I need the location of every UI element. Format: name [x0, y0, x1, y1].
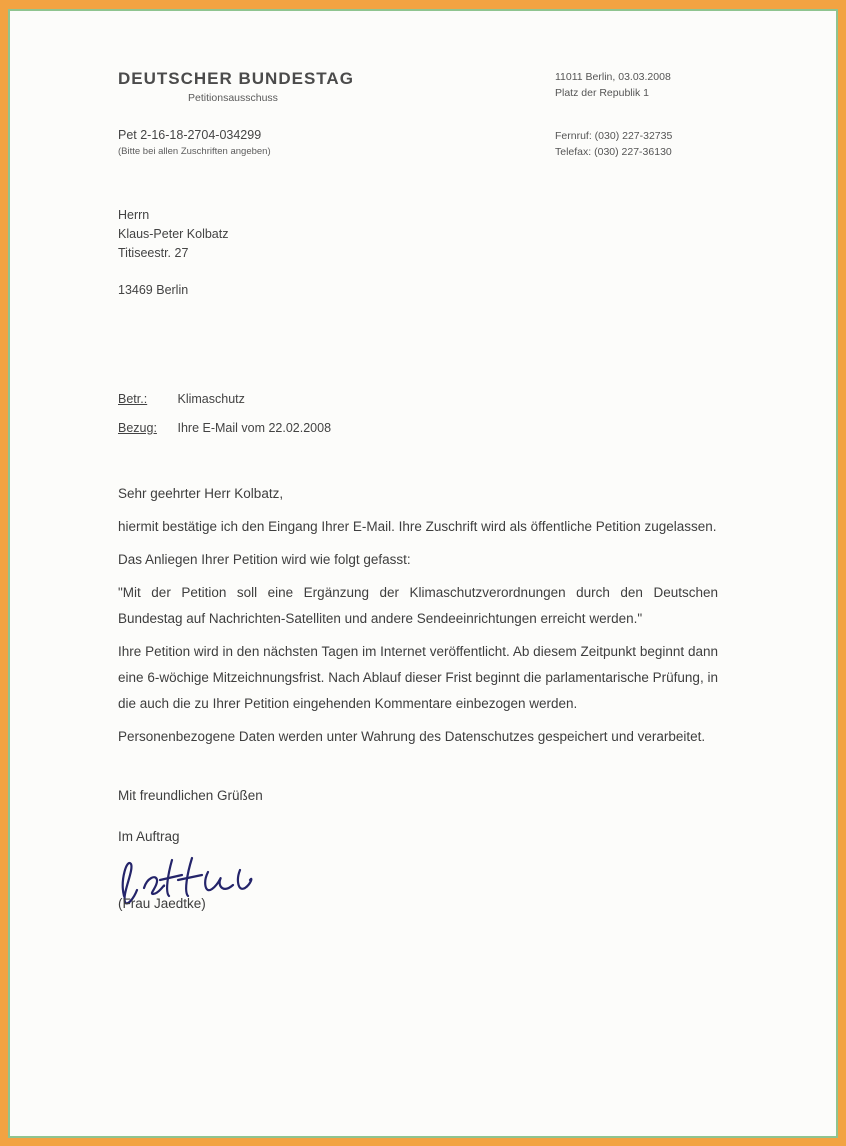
signature-area — [118, 850, 718, 922]
closing-im-auftrag: Im Auftrag — [118, 829, 180, 844]
body-paragraph: Ihre Petition wird in den nächsten Tagen im Internet veröffentlicht. Ab diesem Zeitpunkt beginnt dann eine 6-wöchige Mitzeichnungsfrist. Nach Ablauf dieser Frist beginnt die parlamentarische Prüfung, in die auch die zu Ihrer Petition eingehenden Kommentare einbezogen werden. — [118, 644, 718, 711]
betr-value: Klimaschutz — [177, 392, 245, 406]
letter-body — [118, 481, 718, 750]
subject-betr-row — [118, 392, 718, 406]
recipient-address — [118, 206, 718, 300]
signer-name: (Frau Jaedtke) — [118, 896, 206, 911]
address-gap — [118, 263, 718, 281]
recipient-street: Titiseestr. 27 — [118, 246, 189, 260]
sender-name: DEUTSCHER BUNDESTAG — [118, 69, 354, 88]
body-paragraph: Das Anliegen Ihrer Petition wird wie folgt gefasst: — [118, 552, 411, 567]
sender-fax: Telefax: (030) 227-36130 — [555, 146, 672, 158]
sender-city-date: 11011 Berlin, 03.03.2008 — [555, 71, 671, 83]
closing-block — [118, 788, 718, 922]
recipient-name: Klaus-Peter Kolbatz — [118, 227, 229, 241]
sender-department: Petitionsausschuss — [188, 92, 278, 104]
subject-block — [118, 392, 718, 435]
bezug-value: Ihre E-Mail vom 22.02.2008 — [177, 421, 332, 435]
body-paragraph: "Mit der Petition soll eine Ergänzung der Klimaschutzverordnungen durch den Deutschen Bundestag auf Nachrichten-Satelliten und andere Sendeeinrichtungen erreicht werden." — [118, 585, 718, 626]
sender-phone: Fernruf: (030) 227-32735 — [555, 130, 673, 142]
reference-row — [118, 128, 718, 160]
contact-block — [555, 128, 718, 160]
letter-page — [8, 9, 838, 1138]
betr-label: Betr.: — [118, 392, 148, 406]
sender-block — [118, 69, 354, 104]
sender-street: Platz der Republik 1 — [555, 87, 649, 99]
letter-content — [118, 69, 718, 922]
reference-block — [118, 128, 271, 157]
letterhead — [118, 69, 718, 104]
body-paragraph: hiermit bestätige ich den Eingang Ihrer E-Mail. Ihre Zuschrift wird als öffentliche Petition zugelassen. — [118, 519, 717, 534]
body-salutation: Sehr geehrter Herr Kolbatz, — [118, 486, 284, 501]
reference-number: Pet 2-16-18-2704-034299 — [118, 128, 262, 142]
reference-note: (Bitte bei allen Zuschriften angeben) — [118, 146, 271, 157]
body-paragraph: Personenbezogene Daten werden unter Wahrung des Datenschutzes gespeichert und verarbeitet. — [118, 729, 706, 744]
recipient-salutation: Herrn — [118, 208, 150, 222]
recipient-city: 13469 Berlin — [118, 283, 189, 297]
subject-bezug-row — [118, 421, 718, 435]
bezug-label: Bezug: — [118, 421, 157, 435]
closing-greeting: Mit freundlichen Grüßen — [118, 788, 263, 803]
sender-address-block — [555, 69, 718, 101]
